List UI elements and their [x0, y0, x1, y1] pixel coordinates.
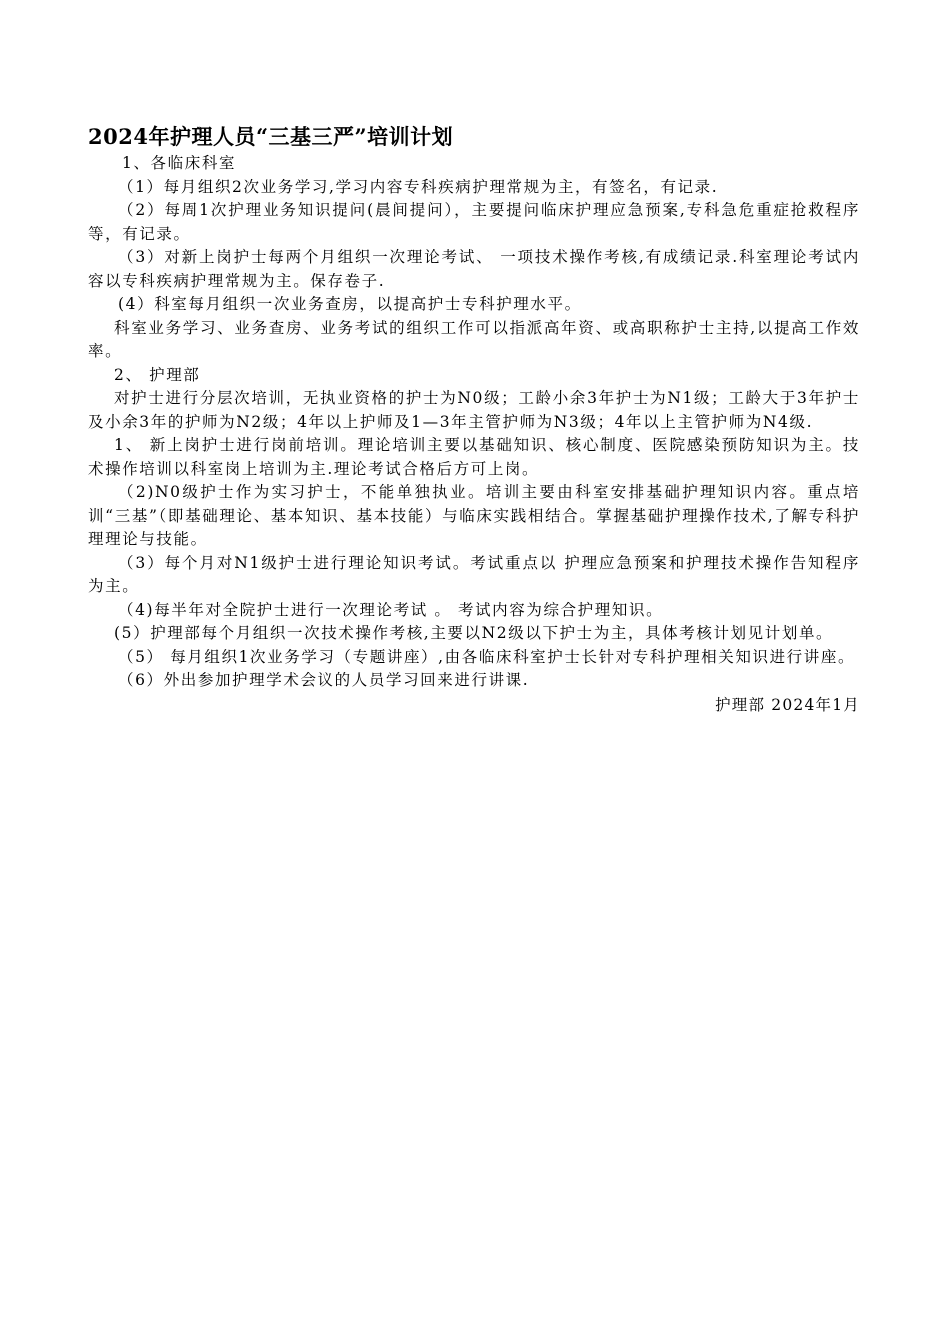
- section1-item-1: （1）每月组织2次业务学习,学习内容专科疾病护理常规为主，有签名，有记录.: [118, 177, 719, 196]
- section1-heading: 1、各临床科室: [122, 154, 237, 172]
- section2-intro: 对护士进行分层次培训，无执业资格的护士为N0级；工龄小余3年护士为N1级；工龄大于3年护士及小余3年的护师为N2级；4年以上护师及1—3年主管护师为N3级；4年以上主管护师为N4级.: [88, 389, 860, 431]
- section1-note: 科室业务学习、业务查房、业务考试的组织工作可以指派高年资、或高职称护士主持,以提高工作效率。: [88, 318, 860, 360]
- section2-item-1: 1、 新上岗护士进行岗前培训。理论培训主要以基础知识、核心制度、医院感染预防知识为主。技术操作培训以科室岗上培训为主.理论考试合格后方可上岗。: [88, 436, 860, 478]
- section2-item-7: （6）外出参加护理学术会议的人员学习回来进行讲课.: [118, 671, 530, 689]
- section2-item-5: (5）护理部每个月组织一次技术操作考核,主要以N2级以下护士为主，具体考核计划见计划单。: [114, 624, 834, 642]
- section2-item-4: （4)每半年对全院护士进行一次理论考试 。 考试内容为综合护理知识。: [118, 600, 664, 619]
- section2-item-3: （3）每个月对N1级护士进行理论知识考试。考试重点以 护理应急预案和护理技术操作告知程序为主。: [88, 553, 860, 595]
- section1-item-2: （2）每周1次护理业务知识提问(晨间提问），主要提问临床护理应急预案,专科急危重症抢救程序等，有记录。: [88, 201, 860, 243]
- section2-item-6: （5） 每月组织1次业务学习（专题讲座）,由各临床科室护士长针对专科护理相关知识进行讲座。: [118, 647, 856, 666]
- section2-heading: 2、 护理部: [114, 365, 201, 384]
- document-title: 2024年护理人员“三基三严”培训计划: [88, 124, 454, 149]
- section1-item-4: (4）科室每月组织一次业务查房，以提高护士专科护理水平。: [118, 295, 582, 313]
- signature: 护理部 2024年1月: [715, 695, 860, 714]
- section2-item-2: （2)N0级护士作为实习护士，不能单独执业。培训主要由科室安排基础护理知识内容。重点培训“三基”（即基础理论、基本知识、基本技能）与临床实践相结合。掌握基础护理操作技术,了解专科护理理论与技能。: [88, 483, 860, 548]
- document-page: [88, 122, 860, 717]
- section1-item-3: （3）对新上岗护士每两个月组织一次理论考试、 一项技术操作考核,有成绩记录.科室理论考试内容以专科疾病护理常规为主。保存卷子.: [88, 248, 860, 290]
